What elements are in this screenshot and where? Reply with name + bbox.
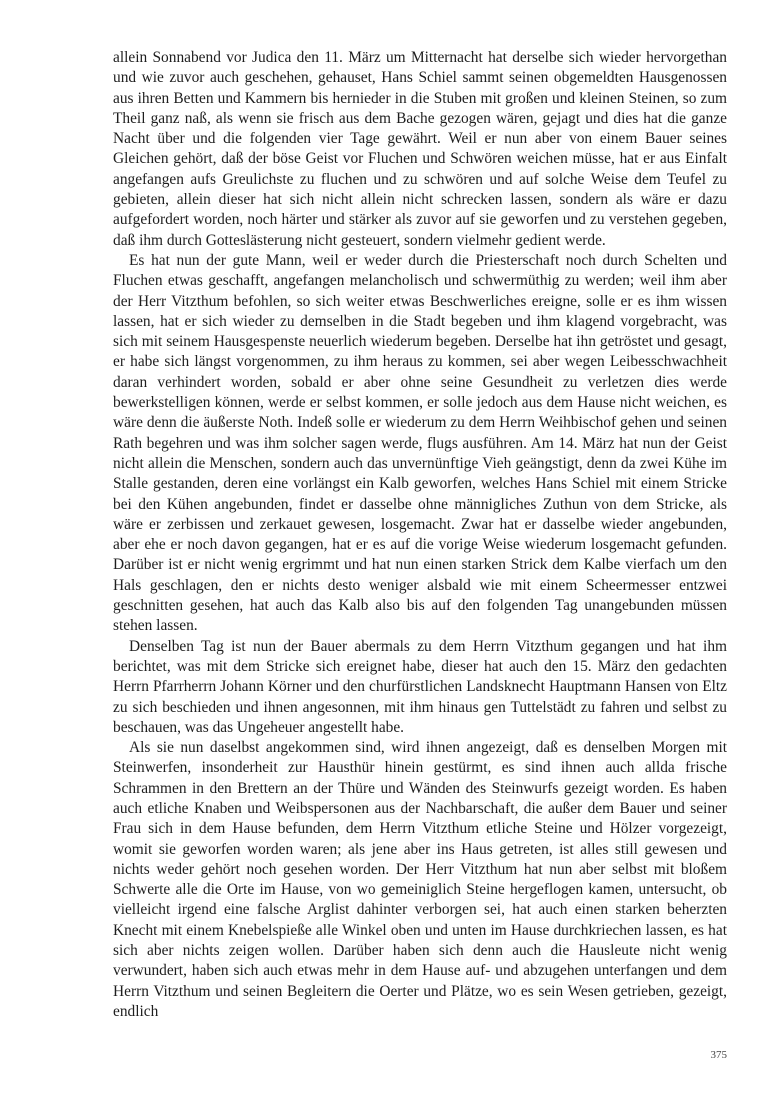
- page-number: 375: [710, 1049, 727, 1061]
- paragraph-4: Als sie nun daselbst angekommen sind, wird ihnen angezeigt, daß es denselben Morgen mit Steinwerfen, insonderheit zur Hausthür hinein gestürmt, es sind ihnen auch allda frische Schrammen in den Brettern an der Thüre und Wänden des Steinwurfs gezeigt worden. Es haben auch etliche Knaben und Weibspersonen aus der Nachbarschaft, die außer dem Bauer und seiner Frau sich in dem Hause befunden, dem Herrn Vitzthum etliche Steine und Hölzer vorgezeigt, womit sie geworfen worden waren; als jene aber ins Haus getreten, ist alles still gewesen und nichts weder gehört noch gesehen worden. Der Herr Vitzthum hat nun aber selbst mit bloßem Schwerte alle die Orte im Hause, von wo gemeiniglich Steine hergeflogen kamen, untersucht, ob vielleicht irgend eine falsche Arglist dahinter verborgen sei, hat auch einen starken beherzten Knecht mit einem Knebelspieße alle Winkel oben und unten im Hause durchkriechen lassen, es hat sich aber nichts zeigen wollen. Darüber haben sich denn auch die Hausleute nicht wenig verwundert, haben sich auch etwas mehr in dem Hause auf- und abzugehen unterfangen und dem Herrn Vitzthum und seinen Begleitern die Oerter und Plätze, wo es sein Wesen getrieben, gezeigt, endlich: [113, 739, 727, 1020]
- paragraph-3: Denselben Tag ist nun der Bauer abermals zu dem Herrn Vitzthum gegangen und hat ihm berichtet, was mit dem Stricke sich ereignet habe, dieser hat auch den 15. März den gedachten Herrn Pfarrherrn Johann Körner und den churfürstlichen Landsknecht Hauptmann Hansen von Eltz zu sich beschieden und ihnen angesonnen, mit ihm hinaus gen Tuttelstädt zu fahren und selbst zu beschauen, was das Ungeheuer angestellt habe.: [113, 637, 727, 736]
- body-text: [113, 48, 727, 1022]
- paragraph-1: allein Sonnabend vor Judica den 11. März um Mitternacht hat derselbe sich wieder hervorgethan und wie zuvor auch geschehen, gehauset, Hans Schiel sammt seinen obgemeldten Hausgenossen aus ihren Betten und Kammern bis hernieder in die Stuben mit großen und kleinen Steinen, so zum Theil ganz naß, als wenn sie frisch aus dem Bache gezogen wären, gejagt und dies hat die ganze Nacht über und die folgenden vier Tage gewährt. Weil er nun aber von einem Bauer seines Gleichen gehört, daß der böse Geist vor Fluchen und Schwören weichen müsse, hat er aus Einfalt angefangen aufs Greulichste zu fluchen und zu schwören und auf solche Weise dem Teufel zu gebieten, allein dieser hat sich nicht allein nicht schrecken lassen, sondern als wäre er dazu aufgefordert worden, noch härter und stärker als zuvor auf sie geworfen und zu verstehen gegeben, daß ihm durch Gotteslästerung nicht gesteuert, sondern vielmehr gedient werde.: [113, 49, 727, 249]
- paragraph-2: Es hat nun der gute Mann, weil er weder durch die Priesterschaft noch durch Schelten und Fluchen etwas geschafft, angefangen melancholisch und schwermüthig zu werden; weil ihm aber der Herr Vitzthum befohlen, so sich weiter etwas Beschwerliches ereigne, solle er es ihm wissen lassen, hat er sich wieder zu demselben in die Stadt begeben und ihm klagend vorgebracht, was sich mit seinem Hausgespenste neuerlich wiederum begeben. Derselbe hat ihn getröstet und gesagt, er habe sich längst vorgenommen, zu ihm heraus zu kommen, sei aber wegen Leibesschwachheit daran verhindert worden, sobald er aber ohne seine Gesundheit zu verletzen dies werde bewerkstelligen können, werde er selbst kommen, er solle jedoch aus dem Hause nicht weichen, es wäre denn die äußerste Noth. Indeß solle er wiederum zu dem Herrn Weihbischof gehen und seinen Rath begehren und was ihm solcher sagen werde, flugs ausführen. Am 14. März hat nun der Geist nicht allein die Menschen, sondern auch das unvernünftige Vieh geängstigt, denn da zwei Kühe im Stalle gestanden, deren eine vorlängst ein Kalb geworfen, welches Hans Schiel mit einem Stricke bei den Kühen angebunden, findet er dasselbe ohne männigliches Zuthun von dem Stricke, als wäre er zerbissen und zerkauet gewesen, losgemacht. Zwar hat er dasselbe wieder angebunden, aber ehe er noch davon gegangen, hat er es auf die vorige Weise wiederum losgemacht gefunden. Darüber ist er nicht wenig ergrimmt und hat nun einen starken Strick dem Kalbe vierfach um den Hals geschlagen, den er nichts desto weniger alsbald wie mit einem Scheermesser entzwei geschnitten gesehen, hat auch das Kalb also bis auf den folgenden Tag unangebunden müssen stehen lassen.: [113, 251, 727, 635]
